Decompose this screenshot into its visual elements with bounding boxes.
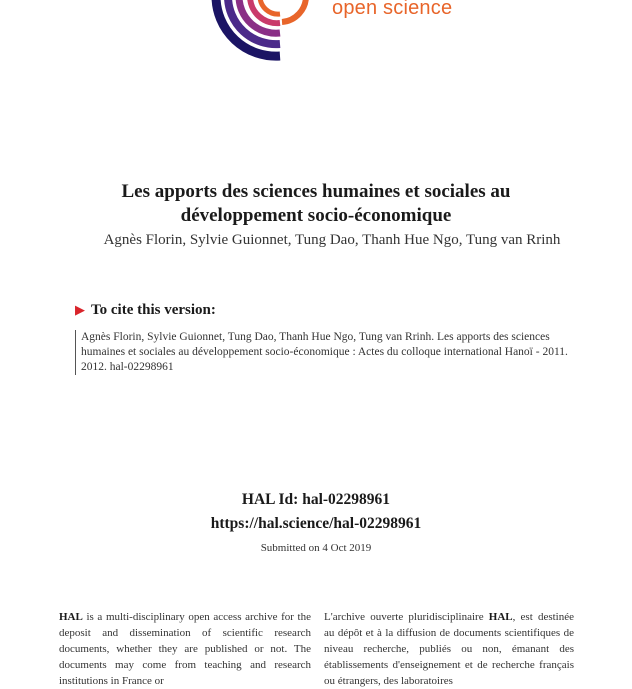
abstract-french xyxy=(324,609,574,689)
citation-text: Agnès Florin, Sylvie Guionnet, Tung Dao, Thanh Hue Ngo, Tung van Rrinh. Les apports des sciences humaines et sociales au développement socio-économique : Actes du colloque international Hanoï - 2011. 2012. hal-02298961 xyxy=(75,330,578,375)
cite-heading xyxy=(75,302,216,319)
abstract-fr-text: , est destinée au dépôt et à la diffusion de documents scientifiques de niveau recherche, publiés ou non, émanant des établissements d'enseignement et de recherche français ou étrangers, des laboratoires xyxy=(324,611,574,687)
hal-arcs-icon xyxy=(210,0,330,64)
triangle-bullet-icon: ▶ xyxy=(75,303,85,318)
abstract-fr-pre: L'archive ouverte pluridisciplinaire xyxy=(324,611,489,623)
hal-url-link[interactable]: https://hal.science/hal-02298961 xyxy=(210,515,422,532)
authors: Agnès Florin, Sylvie Guionnet, Tung Dao, Thanh Hue Ngo, Tung van Rrinh xyxy=(103,232,561,248)
submission-date: Submitted on 4 Oct 2019 xyxy=(260,542,372,554)
abstract-fr-lead: HAL xyxy=(488,611,513,623)
abstract-english xyxy=(59,609,311,689)
hal-id: HAL Id: hal-02298961 xyxy=(241,491,391,508)
document-title xyxy=(0,180,632,228)
hal-logo xyxy=(210,0,470,64)
title-line-1: Les apports des sciences humaines et sociales au xyxy=(121,181,511,202)
logo-tagline: open science xyxy=(332,0,453,19)
abstract-en-text: is a multi-disciplinary open access archive for the deposit and dissemination of scientific research documents, whether they are published or not. The documents may come from teaching and research institutions in France or xyxy=(59,611,311,687)
cite-heading-label: To cite this version: xyxy=(91,302,216,318)
abstract-en-lead: HAL xyxy=(59,611,83,623)
title-line-2: développement socio-économique xyxy=(180,205,452,226)
